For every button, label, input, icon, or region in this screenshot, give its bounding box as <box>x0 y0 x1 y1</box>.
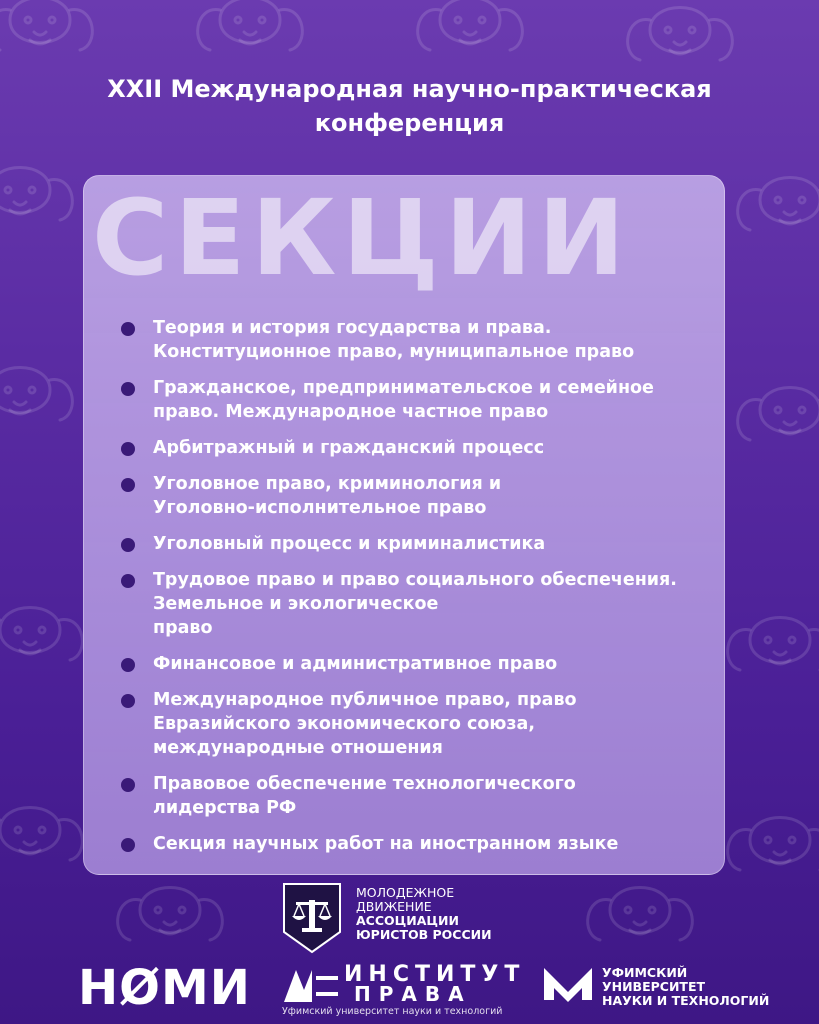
association-line-1: МОЛОДЕЖНОЕ <box>356 885 455 900</box>
sections-card <box>83 175 725 875</box>
university-mark-icon <box>542 964 594 1004</box>
bullet-icon <box>121 574 135 588</box>
page-title <box>0 72 819 140</box>
university-line-3: НАУКИ И ТЕХНОЛОГИЙ <box>602 993 770 1008</box>
list-item <box>121 832 711 856</box>
bullet-icon <box>121 658 135 672</box>
bullet-icon <box>121 478 135 492</box>
association-line-4: ЮРИСТОВ РОССИИ <box>356 927 492 942</box>
association-line-3: АССОЦИАЦИИ <box>356 913 459 928</box>
bullet-icon <box>121 694 135 708</box>
section-label: Уголовный процесс и криминалистика <box>153 534 546 554</box>
bullet-icon <box>121 382 135 396</box>
section-label: Финансовое и административное право <box>153 654 558 674</box>
sections-list <box>121 316 711 868</box>
list-item <box>121 436 711 460</box>
list-item <box>121 472 711 520</box>
bullet-icon <box>121 322 135 336</box>
section-label: Уголовное право, криминология и Уголовно-исполнительное право <box>153 474 502 518</box>
list-item <box>121 316 711 364</box>
list-item <box>121 688 711 760</box>
section-label: Гражданское, предпринимательское и семейное право. Международное частное право <box>153 378 654 422</box>
section-label: Правовое обеспечение технологического лидерства РФ <box>153 774 576 818</box>
list-item <box>121 568 711 640</box>
section-label: Международное публичное право, право Евразийского экономического союза, международные отношения <box>153 690 577 758</box>
association-line-2: ДВИЖЕНИЕ <box>356 899 432 914</box>
list-item <box>121 376 711 424</box>
institute-line-2: ПРАВА <box>354 982 472 1006</box>
bullet-icon <box>121 538 135 552</box>
section-label: Трудовое право и право социального обеспечения. Земельное и экологическое право <box>153 570 677 638</box>
list-item <box>121 532 711 556</box>
section-label: Арбитражный и гражданский процесс <box>153 438 545 458</box>
title-line-1: XXII Международная научно-практическая <box>107 75 712 103</box>
title-line-2: конференция <box>314 109 505 137</box>
sections-heading: СЕКЦИИ <box>92 177 631 299</box>
bullet-icon <box>121 838 135 852</box>
list-item <box>121 772 711 820</box>
section-label: Секция научных работ на иностранном языке <box>153 834 619 854</box>
scales-shield-icon <box>280 882 344 954</box>
university-text <box>602 966 769 1008</box>
institute-mark-icon <box>282 966 340 1006</box>
list-item <box>121 652 711 676</box>
university-line-1: УФИМСКИЙ <box>602 965 688 980</box>
bullet-icon <box>121 778 135 792</box>
association-text <box>356 886 492 942</box>
institute-line-1: ИНСТИТУТ <box>344 962 526 987</box>
university-line-2: УНИВЕРСИТЕТ <box>602 979 706 994</box>
section-label: Теория и история государства и права. Конституционное право, муниципальное право <box>153 318 635 362</box>
nomi-logo: НØМИ <box>78 960 251 1016</box>
institute-subtitle: Уфимский университет науки и технологий <box>282 1006 503 1017</box>
bullet-icon <box>121 442 135 456</box>
